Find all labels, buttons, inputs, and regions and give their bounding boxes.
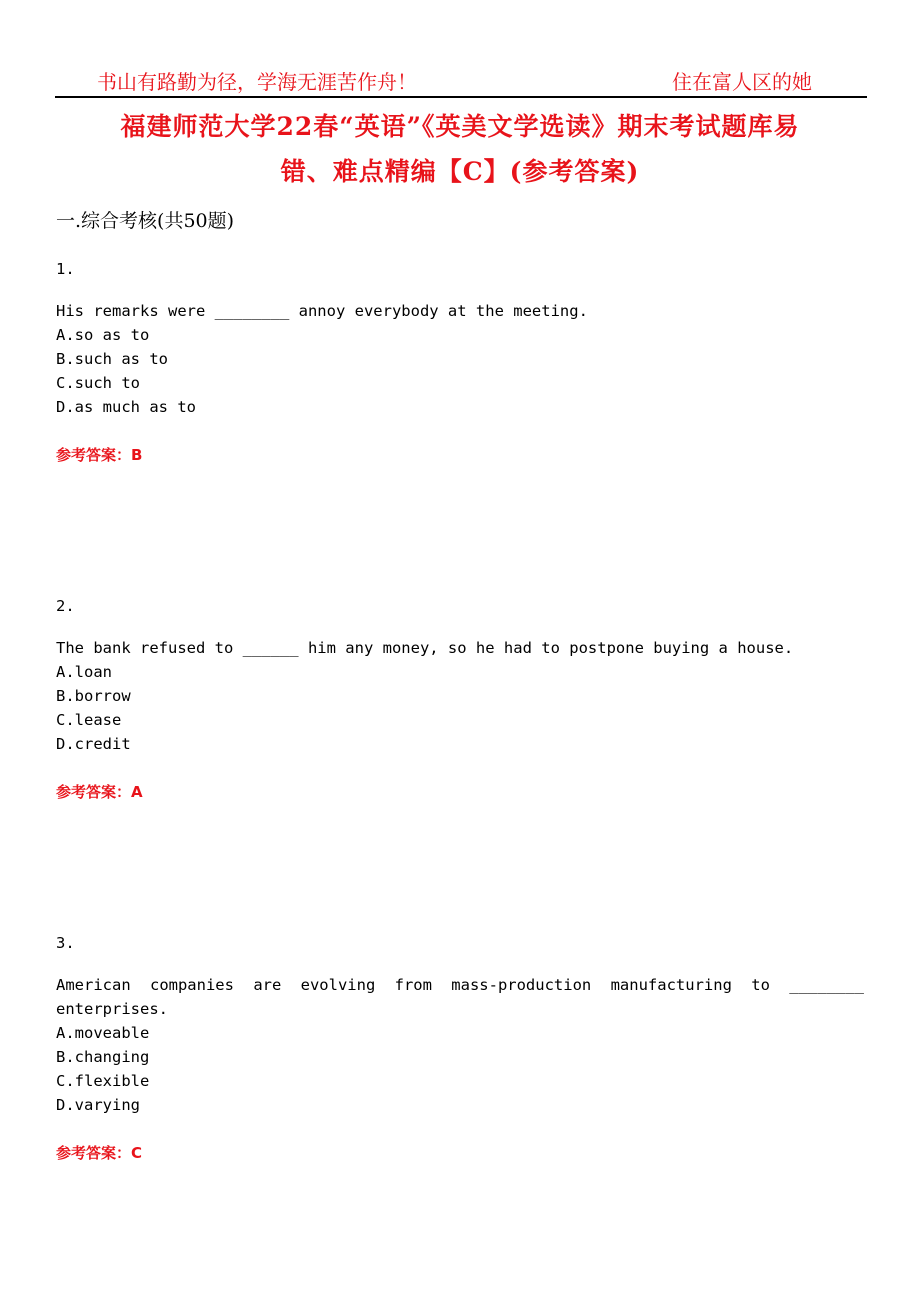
header-divider (55, 96, 867, 98)
question-number: 2. (56, 597, 75, 615)
stem-word: manufacturing (610, 976, 732, 994)
stem-blank: ________ (789, 976, 864, 994)
option-c: C.flexible (56, 1072, 150, 1090)
stem-word: from (394, 976, 432, 994)
question-stem (56, 973, 866, 1021)
stem-word: American (56, 976, 131, 994)
reference-answer: 参考答案：B (56, 446, 143, 464)
question-stem-line-1 (56, 973, 864, 997)
stem-word: are (253, 976, 282, 994)
question-2 (56, 594, 866, 804)
header-author: 住在富人区的她 (672, 70, 812, 94)
option-b: B.such as to (56, 350, 168, 368)
stem-word: companies (149, 976, 234, 994)
option-d: D.as much as to (56, 398, 196, 416)
option-c: C.such to (56, 374, 140, 392)
question-number: 3. (56, 934, 75, 952)
document-title-line-2: 错、难点精编【C】(参考答案) (280, 157, 640, 186)
option-b: B.borrow (56, 687, 131, 705)
reference-answer: 参考答案：C (56, 1144, 143, 1162)
option-d: D.varying (56, 1096, 140, 1114)
option-a: A.loan (56, 663, 112, 681)
stem-word: to (751, 976, 770, 994)
question-stem-line-2: enterprises. (56, 1000, 168, 1018)
stem-word: mass-production (451, 976, 592, 994)
question-3 (56, 931, 866, 1165)
option-c: C.lease (56, 711, 122, 729)
stem-word: evolving (300, 976, 376, 994)
option-a: A.so as to (56, 326, 150, 344)
question-stem: The bank refused to ______ him any money, so he had to postpone buying a house. (56, 639, 794, 657)
question-stem: His remarks were ________ annoy everybody at the meeting. (56, 302, 588, 320)
section-heading: 一.综合考核(共50题) (56, 210, 235, 232)
header-motto: 书山有路勤为径，学海无涯苦作舟！ (97, 70, 417, 94)
reference-answer: 参考答案：A (56, 783, 143, 801)
document-title-line-1: 福建师范大学22春“英语”《英美文学选读》期末考试题库易 (120, 112, 800, 141)
option-b: B.changing (56, 1048, 150, 1066)
question-1 (56, 257, 866, 467)
question-number: 1. (56, 260, 75, 278)
option-d: D.credit (56, 735, 131, 753)
option-a: A.moveable (56, 1024, 150, 1042)
